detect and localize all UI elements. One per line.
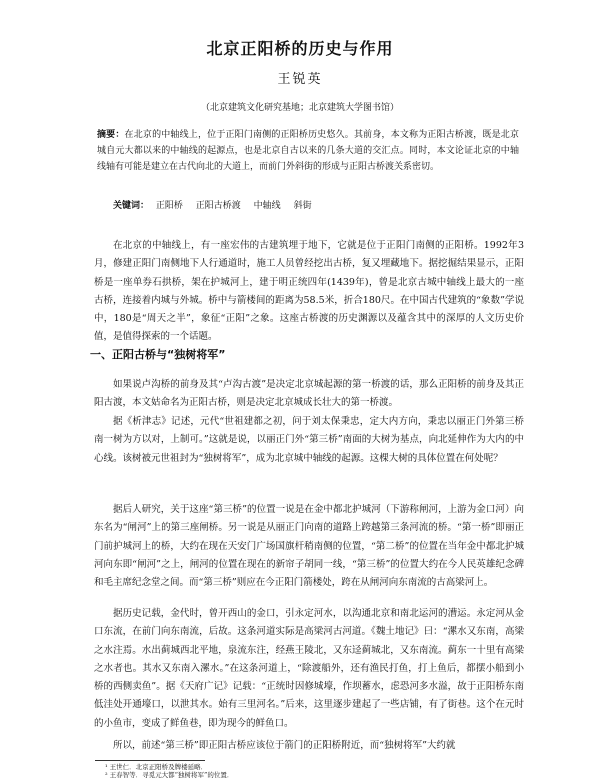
keywords [113,199,519,213]
keyword: 中轴线 [253,201,281,211]
body-paragraph: 据历史记载，金代时，曾开西山的金口，引永定河水，以沟通北京和南北运河的漕运。永定河从金口东流，在前门向东南流，后故。这条河道实际是高梁河古河道。《魏土地记》曰：“漯水又东南，高梁之水注焉。水出蓟城西北平地，泉流东注，经燕王陵北，又东迳蓟城北，又东南流。蓟东一十里有高梁之水者也。其水又东南入漯水。”在这条河道上，“除渡船外，还有渔民打鱼，打上鱼后，都摆小船到小桥的西侧卖鱼”。据《天府广记》记载：“正统时因修城壕，作坝蓄水，虑恐河多水溢，故于正阳桥东南低洼处开通壕口，以泄其水。始有三里河名。”后来，这里逐步建起了一些店铺，有了街巷。这个在元时的小鱼市，变成了鲜鱼巷，即为现今的鲜鱼口。 [94,608,524,729]
keyword: 斜街 [293,201,312,211]
paper-title: 北京正阳桥的历史与作用 [206,39,394,58]
abstract [97,127,519,175]
keyword: 正阳桥 [155,201,183,211]
body-paragraph: 如果说卢沟桥的前身及其“卢沟古渡”是决定北京城起源的第一桥渡的话，那么正阳桥的前身及其正阳古渡，本文姑命名为正阳古桥，则是决定北京城成长壮大的第一桥渡。 [94,379,524,409]
footnote: ¹ 王世仁．北京正阳桥及牌楼延略． [105,763,208,771]
keyword: 正阳古桥渡 [195,201,241,211]
footnote-divider [95,760,205,761]
keywords-label: 关键词： [113,201,150,211]
paper-affiliation: （北京建筑文化研究基地；北京建筑大学图书馆） [200,103,399,113]
paper-author: 王锐英 [277,72,323,87]
footnote: ² 王春智等．寻觅元大都“独树将军”的位置． [105,771,234,779]
abstract-text: 在北京的中轴线上，位于正阳门南侧的正阳桥历史悠久。其前身，本文称为正阳古桥渡，既是北京城自元大都以来的中轴线的起源点，也是北京自古以来的几条大道的交汇点。同时，本文论证北京的中轴线轴有可能是建立在古代向北的大道上，而前门外斜街的形成与正阳古桥渡关系密切。 [97,130,519,172]
abstract-label: 摘要： [97,130,125,140]
body-paragraph: 在北京的中轴线上，有一座宏伟的古建筑埋于地下，它就是位于正阳门南侧的正阳桥。1992年3月，修建正阳门南侧地下人行通道时，施工人员曾经挖出古桥，复又埋藏地下。据挖掘结果显示，正阳桥是一座单券石拱桥，架在护城河上，建于明正统四年(1439年)，曾是北京古城中轴线上最大的一座古桥，连接着内城与外城。桥中与箭楼间的距离为58.5米，折合180尺。在中国古代建筑的“象数”学说中，180是“周天之半”，象征“正阳”之象。这座古桥渡的历史渊源以及蕴含其中的深厚的人文历史价值，是值得探索的一个话题。 [94,240,524,343]
body-paragraph: 所以，前述“第三桥”即正阳古桥应该位于箭门的正阳桥附近，而“独树将军”大约就 [113,740,456,751]
body-paragraph: 据后人研究，关于这座“第三桥”的位置一说是在金中都北护城河（下游称闸河，上游为金口河）向东名为“闸河”上的第三座闸桥。另一说是从丽正门向南的道路上跨越第三条河流的桥。“第一桥”即丽正门前护城河上的桥，大约在现在天安门广场国旗杆稍南侧的位置，“第二桥”的位置在当年金中都北护城河向东即“闸河”之上，闸河的位置在现在的新帘子胡同一线，“第三桥”的位置大约在今人民英雄纪念碑和毛主席纪念堂之间。而“第三桥”则应在今正阳门箭楼处，跨在从闸河向东南流的古高梁河上。 [94,504,524,589]
body-paragraph: 据《析津志》记述，元代“世祖建都之初，问于刘太保秉忠，定大内方向，秉忠以丽正门外第三桥南一树为方以对，上制可。”这就是说，以丽正门外“第三桥”南面的大树为基点，向北延伸作为大内的中心线。该树被元世祖封为“独树将军”，成为北京城中轴线的起源。这棵大树的具体位置在何处呢？ [94,416,524,464]
section-heading: 一、正阳古桥与“独树将军” [90,348,226,361]
